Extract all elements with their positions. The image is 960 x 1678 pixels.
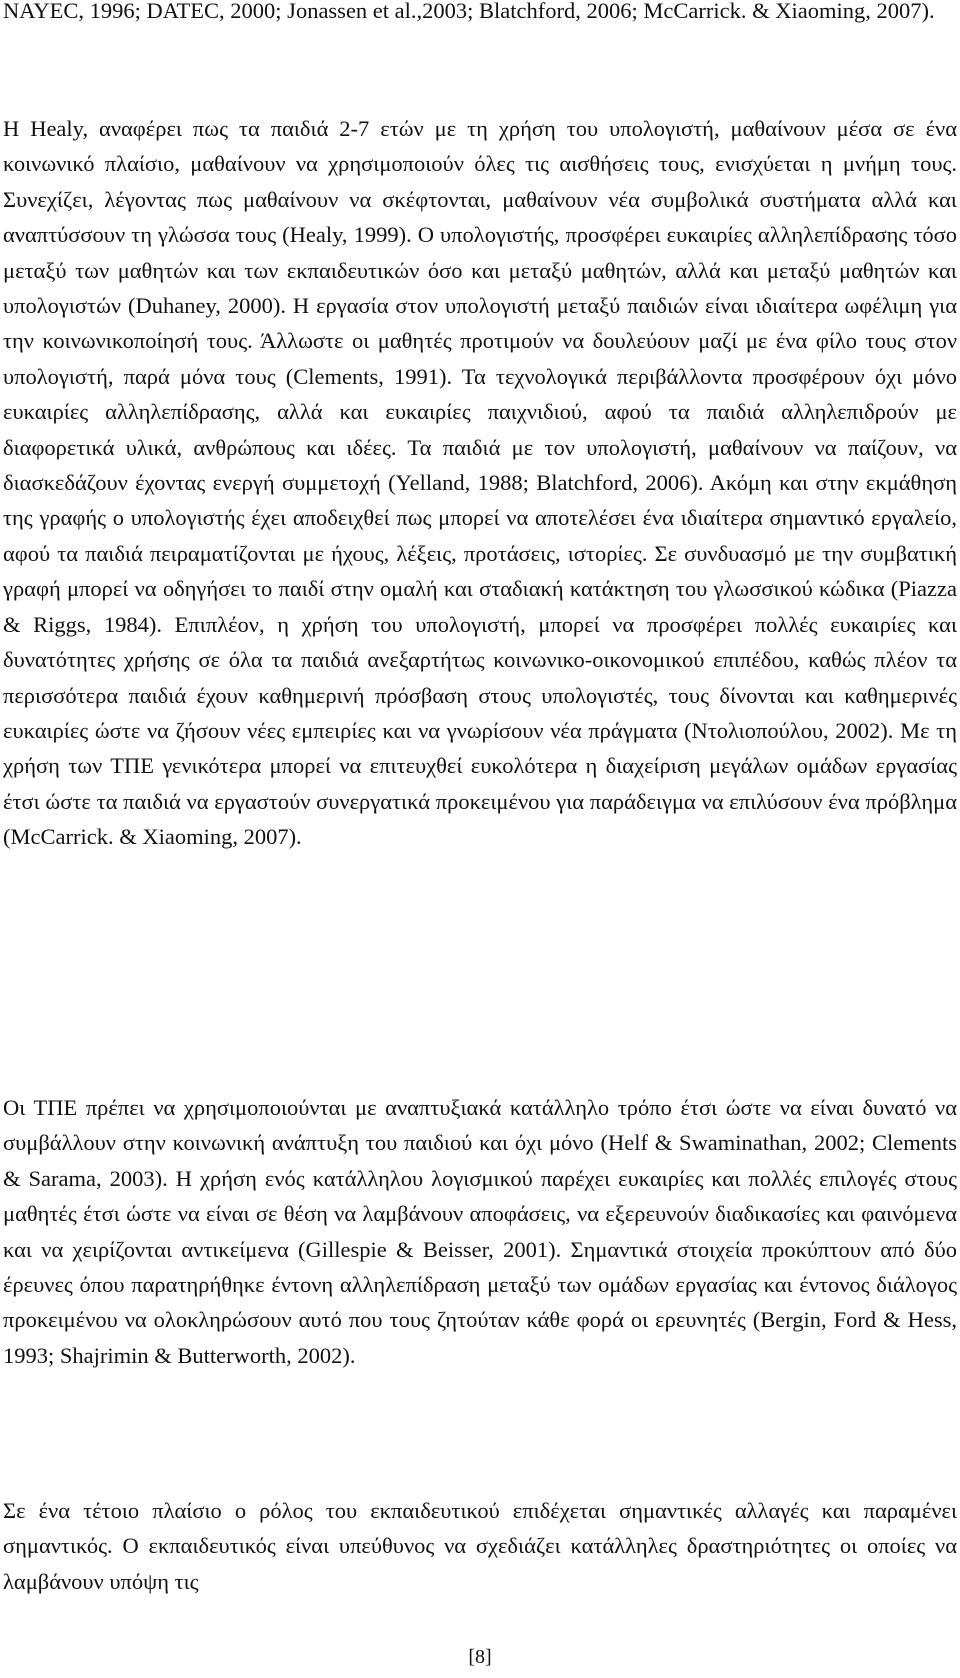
paragraph-citation-continuation: NAYEC, 1996; DATEC, 2000; Jonassen et al.,2003; Blatchford, 2006; McCarrick. & Xiaoming, 2007).	[3, 0, 935, 23]
paragraph-tpe: Οι ΤΠΕ πρέπει να χρησιμοποιούνται με αναπτυξιακά κατάλληλο τρόπο έτσι ώστε να είναι δυνατό να συμβάλλουν στην κοινωνική ανάπτυξη του παιδιού και όχι μόνο (Helf & Swaminathan, 2002; Clements & Sarama, 2003). Η χρήση ενός κατάλληλου λογισμικού παρέχει ευκαιρίες και πολλές επιλογές στους μαθητές έτσι ώστε να είναι σε θέση να λαμβάνουν αποφάσεις, να εξερευνούν διαδικασίες και φαινόμενα και να χειρίζονται αντικείμενα (Gillespie & Beisser, 2001). Σημαντικά στοιχεία προκύπτουν από δύο έρευνες όπου παρατηρήθηκε έντονη αλληλεπίδραση μεταξύ των ομάδων εργασίας και έντονος διάλογος προκειμένου να ολοκληρώσουν αυτό που τους ζητούταν κάθε φορά οι ερευνητές (Bergin, Ford & Hess, 1993; Shajrimin & Butterworth, 2002).	[3, 1095, 957, 1368]
paragraph-healy: Η Healy, αναφέρει πως τα παιδιά 2-7 ετών με τη χρήση του υπολογιστή, μαθαίνουν μέσα σε ένα κοινωνικό πλαίσιο, μαθαίνουν να χρησιμοποιούν όλες τις αισθήσεις τους, ενισχύεται η μνήμη τους. Συνεχίζει, λέγοντας πως μαθαίνουν να σκέφτονται, μαθαίνουν νέα συμβολικά συστήματα αλλά και αναπτύσσουν τη γλώσσα τους (Healy, 1999). Ο υπολογιστής, προσφέρει ευκαιρίες αλληλεπίδρασης τόσο μεταξύ των μαθητών και των εκπαιδευτικών όσο και μεταξύ μαθητών, αλλά και μεταξύ μαθητών και υπολογιστών (Duhaney, 2000). Η εργασία στον υπολογιστή μεταξύ παιδιών είναι ιδιαίτερα ωφέλιμη για την κοινωνικοποίησή τους. Άλλωστε οι μαθητές προτιμούν να δουλεύουν μαζί με ένα φίλο τους στον υπολογιστή, παρά μόνα τους (Clements, 1991). Τα τεχνολογικά περιβάλλοντα προσφέρουν όχι μόνο ευκαιρίες αλληλεπίδρασης, αλλά και ευκαιρίες παιχνιδιού, αφού τα παιδιά αλληλεπιδρούν με διαφορετικά υλικά, ανθρώπους και ιδέες. Τα παιδιά με τον υπολογιστή, μαθαίνουν να παίζουν, να διασκεδάζουν έχοντας ενεργή συμμετοχή (Yelland, 1988; Blatchford, 2006). Ακόμη και στην εκμάθηση της γραφής ο υπολογιστής έχει αποδειχθεί πως μπορεί να αποτελέσει ένα ιδιαίτερα σημαντικό εργαλείο, αφού τα παιδιά πειραματίζονται με ήχους, λέξεις, προτάσεις, ιστορίες. Σε συνδυασμό με την συμβατική γραφή μπορεί να οδηγήσει το παιδί στην ομαλή και σταδιακή κατάκτηση του γλωσσικού κώδικα (Piazza & Riggs, 1984). Επιπλέον, η χρήση του υπολογιστή, μπορεί να προσφέρει πολλές ευκαιρίες και δυνατότητες χρήσης σε όλα τα παιδιά ανεξαρτήτως κοινωνικο-οικονομικού επιπέδου, καθώς πλέον τα περισσότερα παιδιά έχουν καθημερινή πρόσβαση στους υπολογιστές, τους δίνονται και καθημερινές ευκαιρίες ώστε να ζήσουν νέες εμπειρίες και να γνωρίσουν νέα πράγματα (Ντολιοπούλου, 2002). Με τη χρήση των ΤΠΕ γενικότερα μπορεί να επιτευχθεί ευκολότερα η διαχείριση μεγάλων ομάδων εργασίας έτσι ώστε τα παιδιά να εργαστούν συνεργατικά προκειμένου για παράδειγμα να επιλύσουν ένα πρόβλημα (McCarrick. & Xiaoming, 2007).	[3, 116, 957, 850]
page-number: [8]	[468, 1646, 492, 1668]
paragraph-teacher-role: Σε ένα τέτοιο πλαίσιο ο ρόλος του εκπαιδευτικού επιδέχεται σημαντικές αλλαγές και παραμένει σημαντικός. Ο εκπαιδευτικός είναι υπεύθυνος να σχεδιάζει κατάλληλες δραστηριότητες οι οποίες να λαμβάνουν υπόψη τις	[3, 1498, 957, 1594]
